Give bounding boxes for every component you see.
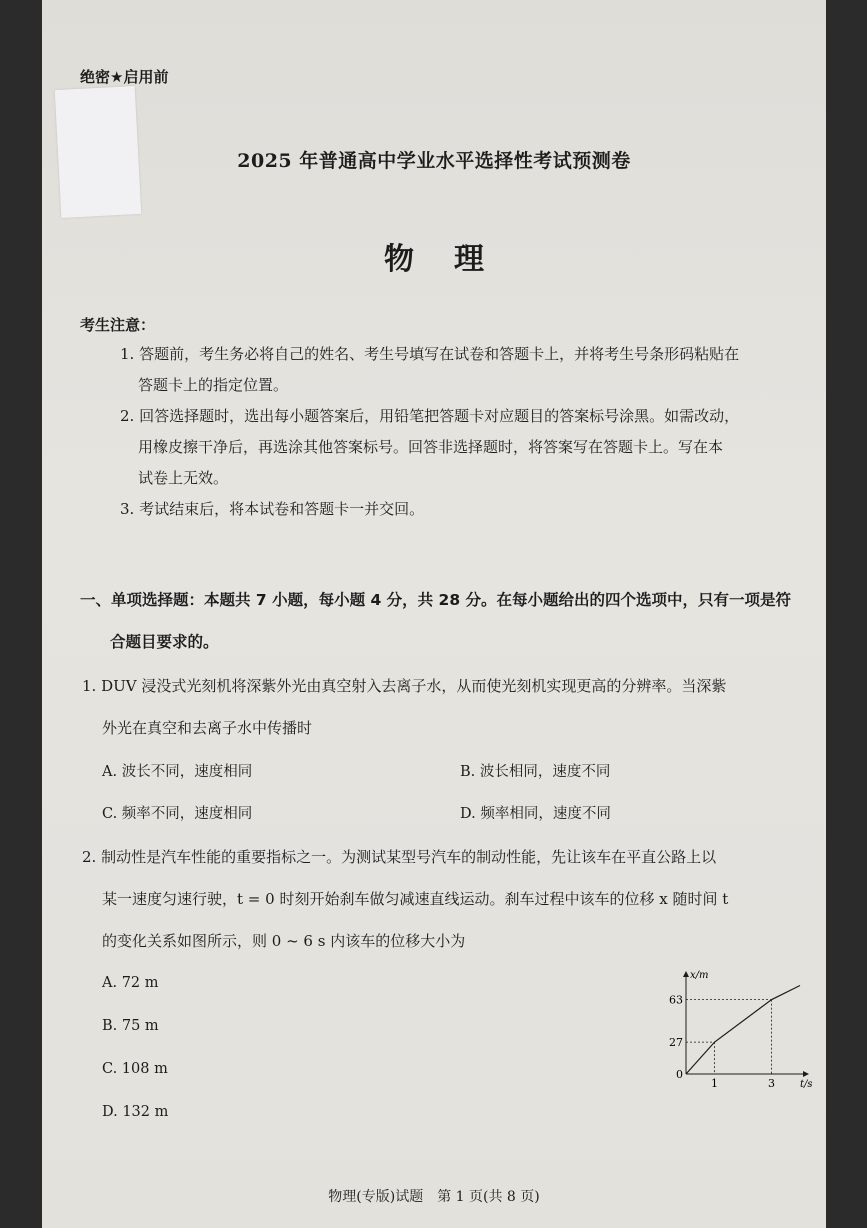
q1-stem-line-1: 1. DUV 浸没式光刻机将深紫外光由真空射入去离子水，从而使光刻机实现更高的分辨率。当深紫 xyxy=(82,677,727,695)
q2-stem-line-2: 某一速度匀速行驶，t = 0 时刻开始刹车做匀减速直线运动。刹车过程中该车的位移 x 随时间 t xyxy=(102,890,729,908)
notice-item-3-line-1: 3. 考试结束后，将本试卷和答题卡一并交回。 xyxy=(120,500,425,518)
exam-title: 2025 年普通高中学业水平选择性考试预测卷 xyxy=(237,150,631,172)
notice-item-1-line-2: 答题卡上的指定位置。 xyxy=(138,376,289,394)
y-axis-label: x/m xyxy=(690,970,709,981)
notice-item-2-line-2: 用橡皮擦干净后，再选涂其他答案标号。回答非选择题时，将答案写在答题卡上。写在本 xyxy=(138,438,724,456)
displacement-time-graph xyxy=(660,966,820,1092)
x-tick-label-3: 3 xyxy=(768,1077,775,1090)
q1-option-a: A. 波长不同，速度相同 xyxy=(102,764,253,780)
exam-page xyxy=(42,0,826,1228)
section-heading-line-2: 合题目要求的。 xyxy=(110,633,219,651)
position-curve xyxy=(686,986,800,1075)
notice-item-2-line-3: 试卷上无效。 xyxy=(138,469,229,487)
guide-lines xyxy=(686,1000,772,1074)
q1-option-b: B. 波长相同，速度不同 xyxy=(460,764,611,780)
q1-stem-line-2: 外光在真空和去离子水中传播时 xyxy=(102,719,313,737)
origin-label: 0 xyxy=(676,1068,683,1081)
subject-title: 物理 xyxy=(384,242,524,277)
page-footer: 物理(专版)试题 第 1 页(共 8 页) xyxy=(328,1189,540,1205)
y-tick-label-27: 27 xyxy=(669,1036,683,1050)
q1-option-c: C. 频率不同，速度相同 xyxy=(102,806,253,822)
notice-item-1-line-1: 1. 答题前，考生务必将自己的姓名、考生号填写在试卷和答题卡上，并将考生号条形码粘贴在 xyxy=(120,345,740,363)
y-tick-label-63: 63 xyxy=(669,993,683,1007)
q2-option-d: D. 132 m xyxy=(102,1104,169,1120)
x-axis-label: t/s xyxy=(800,1079,813,1090)
x-tick-label-1: 1 xyxy=(711,1077,718,1090)
q2-stem-line-3: 的变化关系如图所示，则 0 ~ 6 s 内该车的位移大小为 xyxy=(102,932,466,950)
q2-option-a: A. 72 m xyxy=(102,975,159,991)
q2-stem-line-1: 2. 制动性是汽车性能的重要指标之一。为测试某型号汽车的制动性能，先让该车在平直公路上以 xyxy=(82,848,717,866)
q2-option-b: B. 75 m xyxy=(102,1018,159,1034)
q1-option-d: D. 频率相同，速度不同 xyxy=(460,806,611,822)
notice-item-2-line-1: 2. 回答选择题时，选出每小题答案后，用铅笔把答题卡对应题目的答案标号涂黑。如需改动， xyxy=(120,407,740,425)
section-heading-line-1: 一、单项选择题：本题共 7 小题，每小题 4 分，共 28 分。在每小题给出的四个选项中，只有一项是符 xyxy=(80,591,792,609)
notice-heading: 考生注意： xyxy=(80,316,156,334)
confidential-label: 绝密★启用前 xyxy=(80,68,169,86)
q2-option-c: C. 108 m xyxy=(102,1061,168,1077)
